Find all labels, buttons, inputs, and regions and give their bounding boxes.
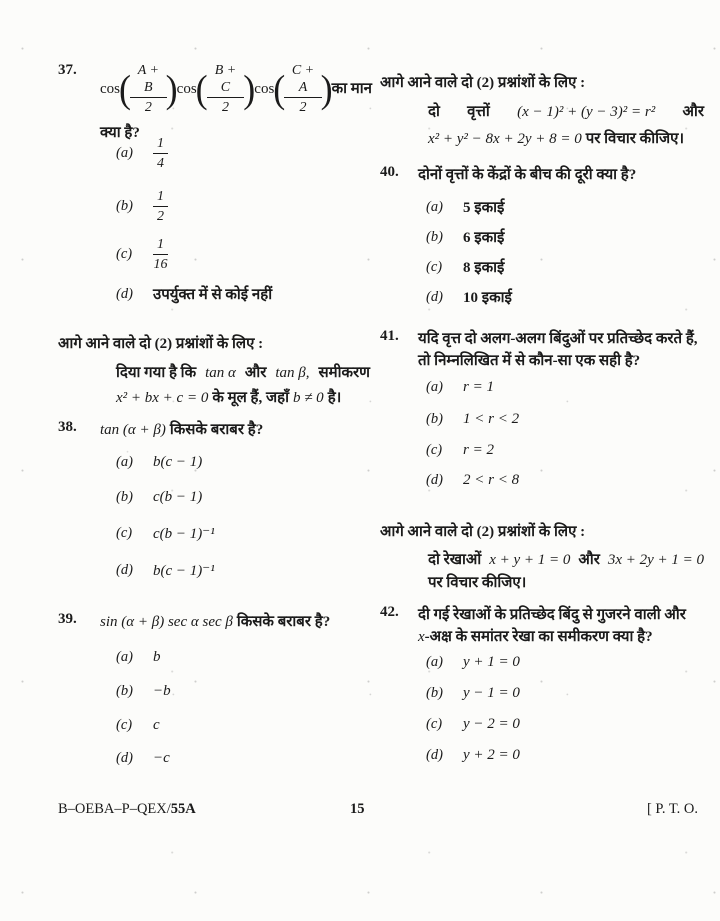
option-value: 5 इकाई	[463, 200, 505, 216]
math-expression: x² + y² − 8x + 2y + 8 = 0	[428, 131, 582, 147]
right-paren: )	[165, 67, 178, 111]
option-label: (d)	[116, 285, 133, 302]
question-40-text: दोनों वृत्तों के केंद्रों के बीच की दूरी क्या है?	[418, 167, 637, 183]
math-expression: (x − 1)² + (y − 3)² = r²	[517, 104, 656, 120]
option-41-b	[380, 411, 720, 428]
option-37-a	[58, 135, 430, 172]
cos-fraction-3	[254, 62, 331, 116]
directions-text: और	[682, 104, 704, 120]
question-38-text: किसके बराबर है?	[169, 422, 264, 438]
option-value: b(c − 1)⁻¹	[153, 563, 215, 579]
left-paren: (	[273, 67, 286, 111]
directions-text: दो	[428, 104, 440, 120]
option-41-c	[380, 442, 720, 459]
paper-code-series: 55A	[170, 801, 196, 817]
question-39-math: sin (α + β) sec α sec β	[100, 614, 233, 630]
fraction-numerator: C + A	[284, 62, 321, 98]
question-42	[380, 604, 706, 648]
fraction-denominator: 16	[153, 257, 168, 272]
option-label: (d)	[426, 747, 443, 763]
option-label: (b)	[116, 489, 133, 505]
question-37-line2: क्या है?	[100, 125, 140, 141]
directions-38-line2	[58, 386, 372, 410]
question-41-number: 41.	[380, 328, 399, 344]
question-42-text: -अक्ष के समांतर रेखा का समीकरण क्या है?	[424, 629, 653, 645]
option-label: (b)	[426, 411, 443, 427]
option-label: (a)	[426, 379, 443, 395]
option-label: (b)	[116, 198, 133, 214]
question-39-number: 39.	[58, 611, 77, 627]
option-37-b	[58, 188, 430, 225]
directions-text: पर विचार कीजिए।	[585, 131, 685, 147]
option-label: (a)	[426, 198, 443, 215]
option-39-a	[58, 649, 430, 666]
fraction-denominator: 2	[221, 100, 229, 115]
question-39	[58, 611, 372, 633]
option-value: c(b − 1)⁻¹	[153, 526, 215, 542]
fraction-numerator: B + C	[207, 62, 245, 98]
math-expression: x	[418, 629, 425, 645]
math-expression: x + y + 1 = 0	[489, 552, 571, 568]
option-value: 2 < r < 8	[463, 472, 520, 488]
option-39-d	[58, 750, 430, 767]
question-41	[380, 328, 706, 372]
section-heading-40: आगे आने वाले दो (2) प्रश्नांशों के लिए :	[380, 75, 586, 91]
option-label: (b)	[116, 683, 133, 699]
option-42-b	[380, 685, 720, 702]
option-label: (a)	[116, 649, 133, 665]
option-40-d	[380, 287, 720, 307]
right-paren: )	[243, 67, 256, 111]
option-label: (c)	[116, 246, 133, 262]
right-paren: )	[320, 67, 333, 111]
page-number: 15	[350, 801, 365, 817]
section-heading-38: आगे आने वाले दो (2) प्रश्नांशों के लिए :	[58, 336, 264, 352]
option-38-d	[58, 561, 430, 580]
option-42-d	[380, 747, 720, 764]
option-label: (d)	[116, 562, 133, 578]
option-label: (d)	[116, 750, 133, 766]
option-42-c	[380, 716, 720, 733]
directions-text: के मूल हैं, जहाँ	[212, 390, 289, 406]
fraction-denominator: 2	[157, 209, 164, 224]
question-42-line1: दी गई रेखाओं के प्रतिच्छेद बिंदु से गुजरने वाली और	[418, 607, 686, 623]
directions-text: वृत्तों	[467, 104, 490, 120]
option-label: (c)	[116, 525, 133, 541]
option-39-c	[58, 717, 430, 734]
option-value: −b	[153, 683, 171, 699]
option-label: (c)	[116, 717, 133, 733]
cos-fraction-1	[100, 62, 177, 116]
cos-label: cos	[176, 81, 197, 97]
option-value: उपर्युक्त में से कोई नहीं	[153, 287, 273, 303]
directions-text: और	[244, 365, 267, 381]
pto-note: [ P. T. O.	[646, 801, 698, 817]
option-38-b	[58, 489, 430, 506]
cos-label: cos	[254, 81, 275, 97]
option-40-c	[380, 257, 720, 277]
option-value: y − 1 = 0	[463, 685, 520, 701]
cos-label: cos	[100, 81, 120, 97]
option-value: r = 2	[463, 442, 494, 458]
question-41-line1: यदि वृत्त दो अलग-अलग बिंदुओं पर प्रतिच्छेद करते हैं,	[418, 331, 698, 347]
question-38-math: tan (α + β)	[100, 422, 166, 438]
fraction	[207, 62, 245, 116]
question-39-text: किसके बराबर है?	[236, 614, 331, 630]
math-expression: b ≠ 0	[292, 390, 324, 406]
math-expression: 3x + 2y + 1 = 0	[607, 552, 704, 568]
directions-42-line1	[380, 549, 706, 572]
question-40-number: 40.	[380, 164, 399, 180]
cos-fraction-2	[177, 62, 255, 116]
option-label: (a)	[116, 145, 133, 161]
option-41-a	[380, 379, 720, 396]
left-paren: (	[195, 67, 208, 111]
option-value: r = 1	[463, 379, 494, 395]
option-fraction	[153, 236, 168, 273]
question-38	[58, 419, 372, 441]
option-value: y − 2 = 0	[463, 716, 520, 732]
option-fraction	[153, 188, 168, 225]
question-42-number: 42.	[380, 604, 399, 620]
option-value: c(b − 1)	[153, 489, 203, 505]
paper-code	[58, 801, 196, 818]
option-38-c	[58, 524, 430, 543]
section-heading-42: आगे आने वाले दो (2) प्रश्नांशों के लिए :	[380, 524, 586, 540]
fraction-denominator: 2	[144, 100, 152, 115]
option-label: (b)	[426, 228, 443, 245]
option-value: 8 इकाई	[463, 260, 505, 276]
directions-38-line1	[58, 362, 372, 385]
math-expression: x² + bx + c = 0	[116, 390, 209, 406]
question-41-line2: तो निम्नलिखित में से कौन-सा एक सही है?	[418, 353, 641, 369]
directions-40-line2	[380, 127, 706, 151]
math-expression: tan β,	[275, 365, 310, 381]
question-38-number: 38.	[58, 419, 77, 435]
directions-text: और	[578, 552, 600, 568]
option-37-c	[58, 236, 430, 273]
question-37-math	[100, 62, 332, 116]
option-fraction	[153, 135, 168, 172]
option-value: 1 < r < 2	[463, 411, 520, 427]
left-paren: (	[119, 67, 131, 111]
fraction-denominator: 2	[299, 100, 307, 115]
fraction-denominator: 4	[157, 156, 164, 171]
question-37-number: 37.	[58, 62, 77, 78]
fraction-numerator: 1	[153, 135, 168, 154]
question-37-tail: का मान	[331, 81, 372, 97]
option-38-a	[58, 454, 430, 471]
paper-code-prefix: B–OEBA–P–QEX/	[58, 801, 171, 817]
option-42-a	[380, 654, 720, 671]
option-value: b(c − 1)	[153, 454, 203, 470]
directions-text: दो रेखाओं	[428, 552, 482, 568]
option-label: (c)	[426, 716, 443, 732]
option-label: (b)	[426, 685, 443, 701]
fraction	[130, 62, 167, 116]
option-value: c	[153, 717, 160, 733]
option-label: (d)	[426, 288, 443, 305]
option-value: 6 इकाई	[463, 230, 505, 246]
option-37-d	[58, 284, 430, 304]
fraction-numerator: A + B	[130, 62, 167, 98]
directions-text: है।	[327, 390, 342, 406]
question-42-line2	[418, 626, 706, 648]
fraction-numerator: 1	[153, 236, 168, 255]
directions-42-line2	[380, 571, 706, 595]
directions-text: समीकरण	[318, 365, 370, 381]
option-label: (a)	[116, 454, 133, 470]
option-label: (a)	[426, 654, 443, 670]
option-label: (c)	[426, 442, 443, 458]
directions-40-line1	[380, 101, 706, 124]
fraction	[284, 62, 321, 116]
option-40-a	[380, 197, 720, 217]
option-label: (d)	[426, 472, 443, 488]
fraction-numerator: 1	[153, 188, 168, 207]
option-label: (c)	[426, 258, 443, 275]
option-value: y + 2 = 0	[463, 747, 520, 763]
directions-text: पर विचार कीजिए।	[428, 575, 527, 591]
math-expression: tan α	[205, 365, 236, 381]
option-value: y + 1 = 0	[463, 654, 520, 670]
option-value: −c	[153, 750, 170, 766]
question-40	[380, 164, 706, 186]
directions-text: दिया गया है कि	[116, 365, 197, 381]
option-41-d	[380, 472, 720, 489]
option-40-b	[380, 227, 720, 247]
option-value: b	[153, 649, 161, 665]
question-37	[58, 62, 372, 144]
option-value: 10 इकाई	[463, 290, 512, 306]
option-39-b	[58, 683, 430, 700]
